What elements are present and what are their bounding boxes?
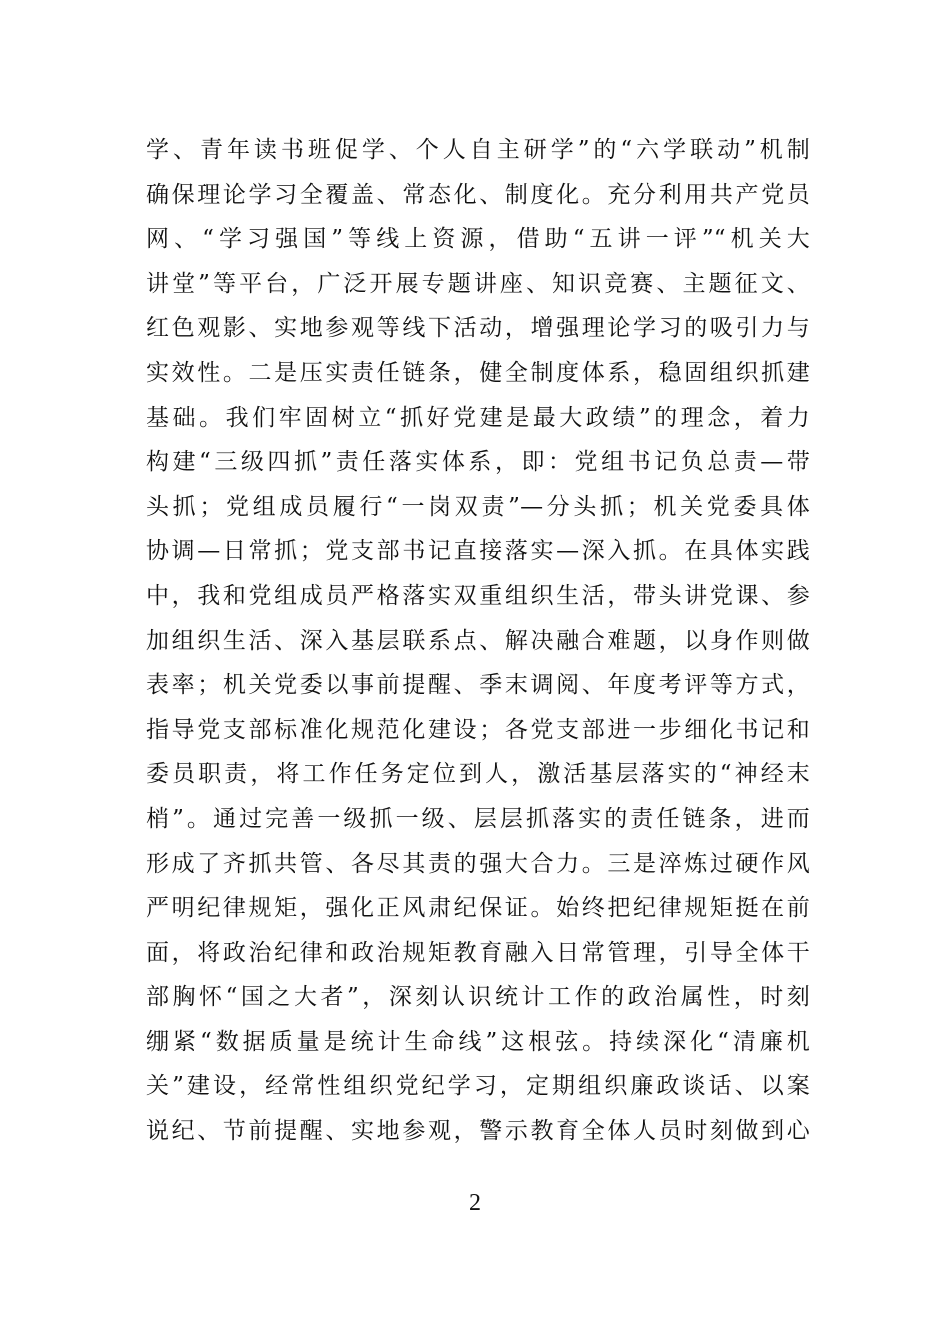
text-line: 关”建设，经常性组织党纪学习，定期组织廉政谈话、以案 xyxy=(146,1073,810,1100)
text-line: 红色观影、实地参观等线下活动，增强理论学习的吸引力与 xyxy=(146,315,810,342)
text-line: 加组织生活、深入基层联系点、解决融合难题，以身作则做 xyxy=(146,627,810,654)
text-line: 协调—日常抓；党支部书记直接落实—深入抓。在具体实践 xyxy=(146,538,810,565)
text-line: 头抓；党组成员履行“一岗双责”—分头抓；机关党委具体 xyxy=(146,493,810,520)
page-number: 2 xyxy=(469,1190,481,1216)
text-line: 学、青年读书班促学、个人自主研学”的“六学联动”机制 xyxy=(146,137,810,163)
text-line: 确保理论学习全覆盖、常态化、制度化。充分利用共产党员 xyxy=(146,181,810,208)
text-line: 中，我和党组成员严格落实双重组织生活，带头讲党课、参 xyxy=(146,582,810,609)
text-line: 委员职责，将工作任务定位到人，激活基层落实的“神经末 xyxy=(146,761,810,788)
body-text xyxy=(146,128,810,1154)
text-line: 网、“学习强国”等线上资源，借助“五讲一评”“机关大 xyxy=(146,226,810,253)
text-line: 形成了齐抓共管、各尽其责的强大合力。三是淬炼过硬作风 xyxy=(146,850,810,877)
text-line: 指导党支部标准化规范化建设；各党支部进一步细化书记和 xyxy=(146,716,810,743)
text-line: 构建“三级四抓”责任落实体系，即：党组书记负总责—带 xyxy=(146,449,810,476)
text-line: 基础。我们牢固树立“抓好党建是最大政绩”的理念，着力 xyxy=(146,404,810,431)
text-line: 说纪、节前提醒、实地参观，警示教育全体人员时刻做到心 xyxy=(146,1118,810,1145)
text-line: 部胸怀“国之大者”，深刻认识统计工作的政治属性，时刻 xyxy=(146,984,810,1011)
text-line: 严明纪律规矩，强化正风肃纪保证。始终把纪律规矩挺在前 xyxy=(146,895,810,922)
text-line: 表率；机关党委以事前提醒、季末调阅、年度考评等方式， xyxy=(146,672,810,699)
text-line: 面，将政治纪律和政治规矩教育融入日常管理，引导全体干 xyxy=(146,939,810,966)
text-line: 梢”。通过完善一级抓一级、层层抓落实的责任链条，进而 xyxy=(146,805,810,832)
text-line: 讲堂”等平台，广泛开展专题讲座、知识竞赛、主题征文、 xyxy=(146,270,810,297)
text-line: 绷紧“数据质量是统计生命线”这根弦。持续深化“清廉机 xyxy=(146,1028,810,1055)
text-line: 实效性。二是压实责任链条，健全制度体系，稳固组织抓建 xyxy=(146,359,810,386)
